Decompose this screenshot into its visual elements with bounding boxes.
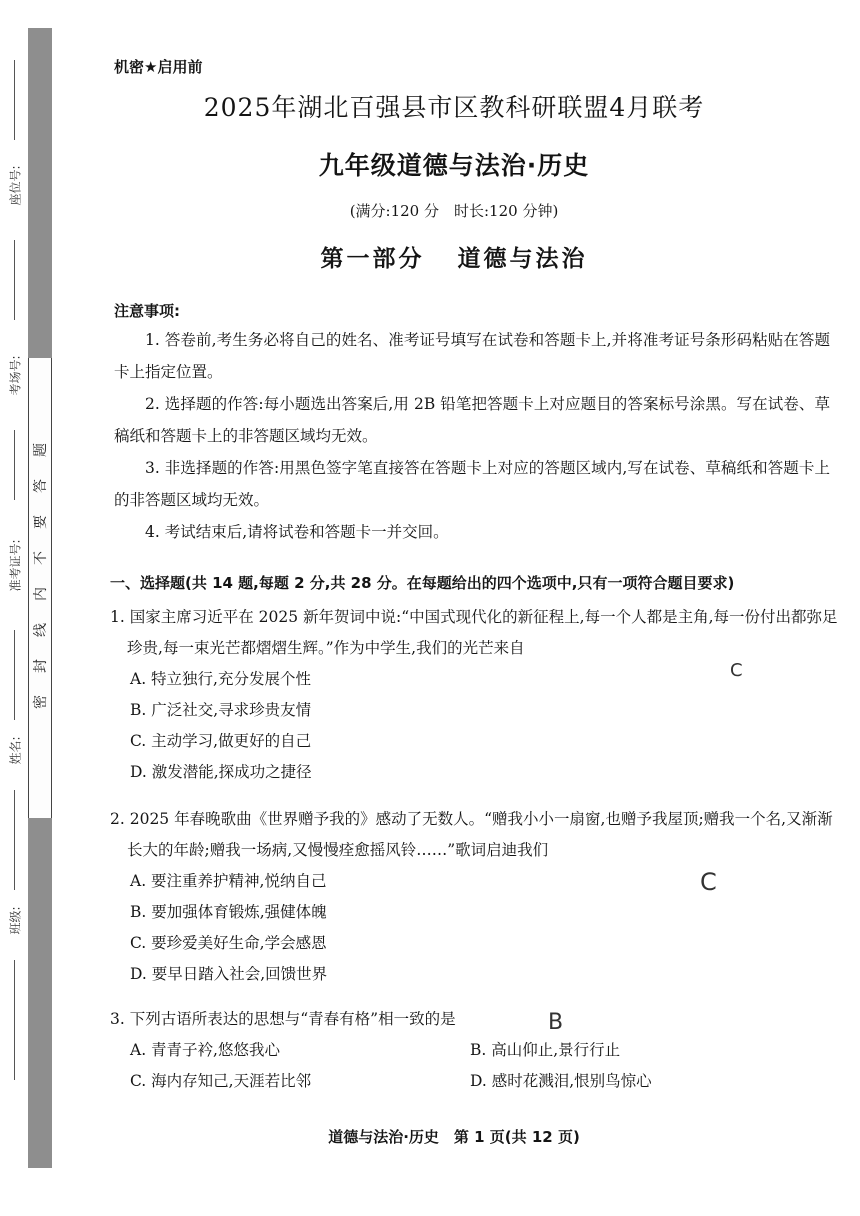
seat-number-field: 座位号: xyxy=(8,164,23,206)
question-stem: 2. 2025 年春晚歌曲《世界赠予我的》感动了无数人。“赠我小小一扇窗,也赠予我屋顶;赠我一个名,又渐渐长大的年龄;赠我一场病,又慢慢痊愈摇风铃……”歌词启迪我们 xyxy=(110,810,833,859)
margin-line xyxy=(14,240,15,320)
margin-line xyxy=(14,630,15,720)
exam-info: (满分:120 分 时长:120 分钟) xyxy=(349,202,559,220)
question-stem: 3. 下列古语所表达的思想与“青春有格”相一致的是 xyxy=(110,1010,456,1028)
option-b: B. 高山仰止,景行行止 xyxy=(470,1041,621,1059)
options-row xyxy=(110,1066,846,1097)
option-d: D. 激发潜能,探成功之捷径 xyxy=(130,763,312,781)
option-b: B. 要加强体育锻炼,强健体魄 xyxy=(130,903,327,921)
class-field: 班级: xyxy=(8,905,23,935)
seal-text: 题 答 要 不 内 线 封 密 xyxy=(33,443,49,709)
notice-item: 4. 考试结束后,请将试卷和答题卡一并交回。 xyxy=(145,523,449,541)
exam-title: 2025年湖北百强县市区教科研联盟4月联考 xyxy=(203,93,705,122)
handwritten-answer-mark: C xyxy=(730,660,743,681)
notice-list xyxy=(114,324,830,548)
page-footer: 道德与法治·历史 第 1 页(共 12 页) xyxy=(328,1128,580,1146)
option-c: C. 海内存知己,天涯若比邻 xyxy=(130,1072,312,1090)
admission-number-field: 准考证号: xyxy=(8,538,23,592)
handwritten-answer-mark: B xyxy=(548,1010,564,1035)
margin-line xyxy=(14,790,15,890)
subject-title: 九年级道德与法治·历史 xyxy=(318,151,590,180)
margin-line xyxy=(14,960,15,1080)
question-2 xyxy=(110,804,846,990)
notice-item: 3. 非选择题的作答:用黑色签字笔直接答在答题卡上对应的答题区域内,写在试卷、草稿纸和答题卡上的非答题区域均无效。 xyxy=(114,459,830,509)
option-b: B. 广泛社交,寻求珍贵友情 xyxy=(130,701,312,719)
option-a: A. 要注重养护精神,悦纳自己 xyxy=(130,872,327,890)
part-title: 第一部分 道德与法治 xyxy=(320,246,588,272)
margin-line xyxy=(14,60,15,140)
notice-item: 2. 选择题的作答:每小题选出答案后,用 2B 铅笔把答题卡上对应题目的答案标号涂黑。写在试卷、草稿纸和答题卡上的非答题区域均无效。 xyxy=(114,395,830,445)
handwritten-answer-mark: C xyxy=(700,868,717,896)
section-heading: 一、选择题(共 14 题,每题 2 分,共 28 分。在每题给出的四个选项中,只有一项符合题目要求) xyxy=(110,574,735,592)
question-stem: 1. 国家主席习近平在 2025 新年贺词中说:“中国式现代化的新征程上,每一个人都是主角,每一份付出都弥足珍贵,每一束光芒都熠熠生辉。”作为中学生,我们的光芒来自 xyxy=(110,608,838,657)
binding-margin xyxy=(0,0,58,1216)
option-c: C. 主动学习,做更好的自己 xyxy=(130,732,312,750)
options-row xyxy=(110,1035,846,1066)
option-d: D. 要早日踏入社会,回馈世界 xyxy=(130,965,328,983)
option-c: C. 要珍爱美好生命,学会感恩 xyxy=(130,934,327,952)
option-a: A. 青青子衿,悠悠我心 xyxy=(130,1041,280,1059)
notice-title: 注意事项: xyxy=(114,302,180,320)
notice-item: 1. 答卷前,考生务必将自己的姓名、准考证号填写在试卷和答题卡上,并将准考证号条形码粘贴在答题卡上指定位置。 xyxy=(114,331,830,381)
question-3 xyxy=(110,1004,846,1097)
confidential-label: 机密★启用前 xyxy=(114,58,203,76)
name-field: 姓名: xyxy=(8,735,23,765)
margin-line xyxy=(14,430,15,500)
question-1 xyxy=(110,602,846,788)
option-a: A. 特立独行,充分发展个性 xyxy=(130,670,311,688)
exam-room-field: 考场号: xyxy=(8,354,23,396)
option-d: D. 感时花溅泪,恨别鸟惊心 xyxy=(470,1072,652,1090)
